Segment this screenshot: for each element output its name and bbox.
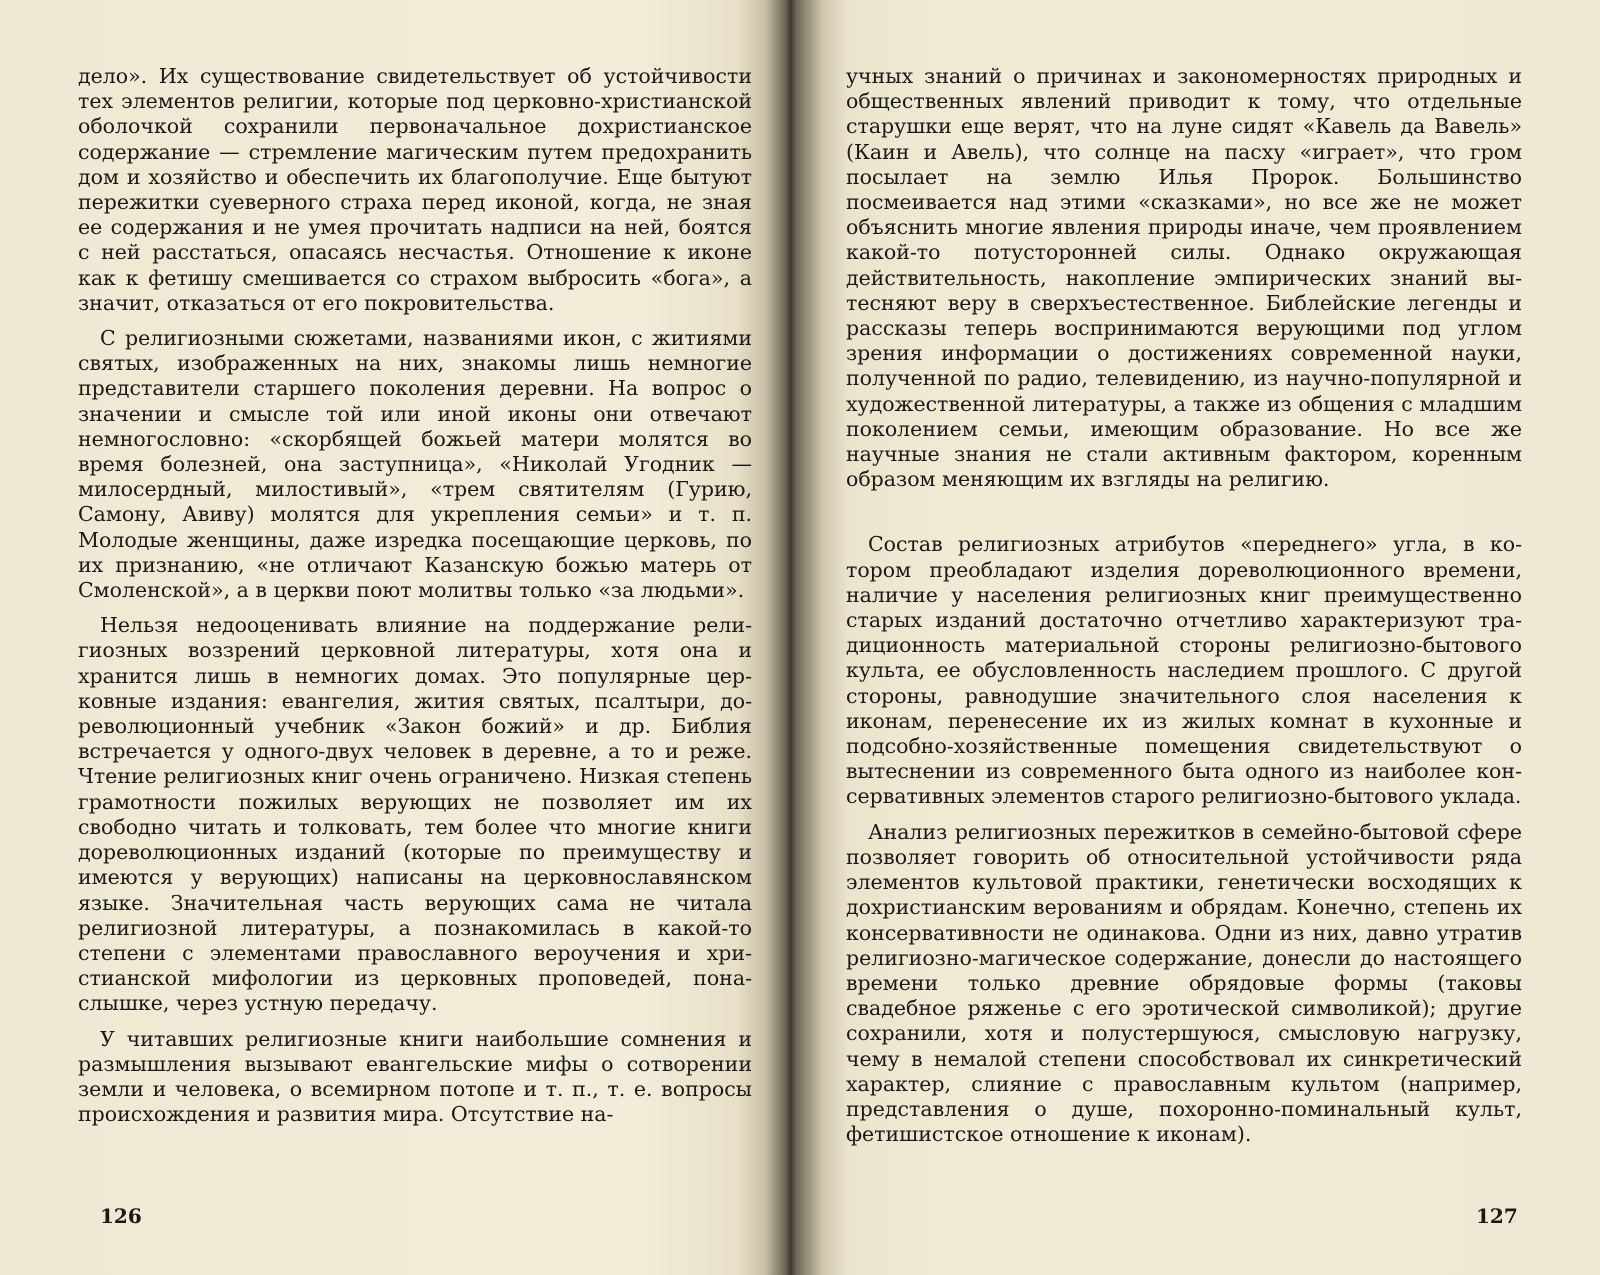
right-page <box>846 64 1522 1157</box>
paragraph: дело». Их существование свидетельствует об устойчивости тех элементов религии, которые под церковно-христианской оболочкой сохранили первоначальное дохристианское содержание — стремление магическим путем предохранить дом и хозяйство и обеспечить их благополучие. Еще бытуют пережитки суеверного страха перед иконой, когда, не зная ее содержания и не умея прочитать надписи на ней, боятся с ней расстаться, опасаясь несчастья. Отношение к иконе как к фетишу смешивается со страхом выбросить «бога», а значит, отказаться от его покровительства. <box>78 64 752 315</box>
paragraph: Нельзя недооценивать влияние на поддержание религиозных воззрений церковной литературы, хотя она и хранится лишь в немногих домах. Это популярные церковные издания: евангелия, жития святых, псалтыри, дореволюционный учебник «Закон божий» и др. Библия встречается у одного-двух человек в деревне, а то и реже. Чтение религиозных книг очень ограничено. Низкая степень грамотности пожилых верующих не позволяет им их свободно читать и толковать, тем более что многие книги дореволюционных изданий (которые по преимуществу и имеются у верующих) написаны на церковнославянском языке. Значительная часть верующих сама не читала религиозной литературы, а познакомилась в какой-то степени с элементами православного вероучения и христианской мифологии из церковных проповедей, понаслышке, через устную передачу. <box>78 613 752 1016</box>
left-page <box>78 64 752 1137</box>
paragraph: С религиозными сюжетами, названиями икон, с житиями святых, изображенных на них, знакомы лишь немногие представители старшего поколения деревни. На вопрос о значении и смысле той или иной иконы они отвечают немногословно: «скорбящей божьей матери молятся во время болезней, она заступница», «Николай Угодник — милосердный, милостивый», «трем святителям (Гурию, Самону, Авиву) молятся для укрепления семьи» и т. п. Молодые женщины, даже изредка посещающие церковь, по их признанию, «не отличают Казанскую божью матерь от Смоленской», а в церкви поют молитвы только «за людьми». <box>78 326 752 603</box>
page-number-left: 126 <box>100 1204 142 1228</box>
left-page-text <box>78 64 752 1127</box>
paragraph: У читавших религиозные книги наибольшие сомнения и размышления вызывают евангельские мифы о сотворении земли и человека, о всемирном потопе и т. п., т. е. вопросы происхождения и развития мира. Отсутствие на- <box>78 1026 752 1127</box>
right-page-text <box>846 64 1522 1147</box>
paragraph: учных знаний о причинах и закономерностях природных и общественных явлений приводит к тому, что отдельные старушки еще верят, что на луне сидят «Кавель да Вавель» (Каин и Авель), что солнце на пасху «играет», что гром посылает на землю Илья Пророк. Большинство посмеивается над этими «сказками», но все же не может объяснить многие явления природы иначе, чем проявлением какой-то потусторонней силы. Однако окружающая действительность, накопление эмпирических знаний вытесняют веру в сверхъестественное. Библейские легенды и рассказы теперь воспринимаются верующими под углом зрения информации о достижениях современной науки, полученной по радио, телевидению, из научно-популярной и художественной литературы, а также из общения с младшим поколением семьи, имеющим образование. Но все же научные знания не стали активным фактором, коренным образом меняющим их взгляды на религию. <box>846 64 1522 492</box>
page-number-right: 127 <box>1476 1204 1518 1228</box>
paragraph: Анализ религиозных пережитков в семейно-бытовой сфере позволяет говорить об относительной устойчивости ряда элементов культовой практики, генетически восходящих к дохристианским верованиям и обрядам. Конечно, степень их консервативности не одинакова. Одни из них, давно утратив религиозно-магическое содержание, донесли до настоящего времени только древние обрядовые формы (таковы свадебное ряженье с его эротической символикой); другие сохранили, хотя и полустершуюся, смысловую нагрузку, чему в немалой степени способствовал их синкретический характер, слияние с православным культом (например, представления о душе, похоронно-поминальный культ, фетишистское отношение к иконам). <box>846 819 1522 1147</box>
paragraph: Состав религиозных атрибутов «переднего» угла, в котором преобладают изделия дореволюционного времени, наличие у населения религиозных книг преимущественно старых изданий достаточно отчетливо характеризуют традиционность материальной стороны религиозно-бытового культа, ее обусловленность наследием прошлого. С другой стороны, равнодушие значительного слоя населения к иконам, перенесение их из жилых комнат в кухонные и подсобно-хозяйственные помещения свидетельствуют о вытеснении из современного быта одного из наиболее консервативных элементов старого религиозно-бытового уклада. <box>846 532 1522 809</box>
